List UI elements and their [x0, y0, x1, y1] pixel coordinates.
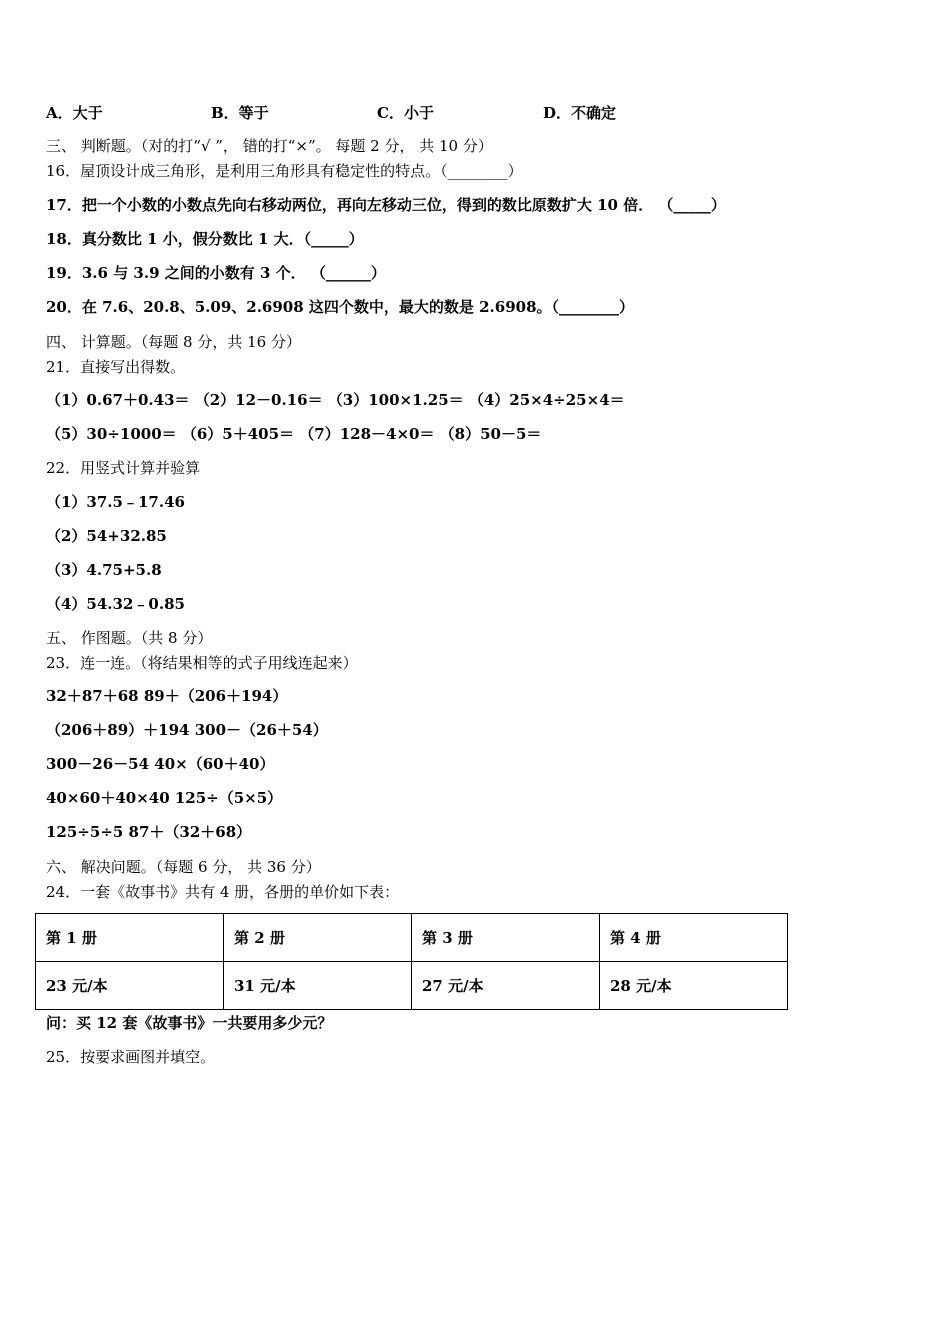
question-23-row-5: 125÷5÷5 87＋（32＋68） [46, 823, 252, 841]
question-23-row-3: 300－26－54 40×（60＋40） [46, 755, 275, 773]
option-c: C．小于 [377, 104, 434, 122]
price-table [35, 913, 788, 1010]
price-table-header-row [36, 914, 788, 962]
question-16: 16．屋顶设计成三角形，是利用三角形具有稳定性的特点。（________） [46, 162, 523, 180]
question-24-ask: 问：买 12 套《故事书》一共要用多少元？ [46, 1014, 333, 1032]
volume-4-price: 28 元/本 [600, 962, 788, 1010]
volume-2-price: 31 元/本 [224, 962, 412, 1010]
question-22-item-1: （1）37.5﹣17.46 [46, 493, 185, 511]
volume-3-header: 第 3 册 [412, 914, 600, 962]
option-a: A．大于 [46, 104, 103, 122]
volume-3-price: 27 元/本 [412, 962, 600, 1010]
question-21-row-1: （1）0.67＋0.43＝ （2）12－0.16＝ （3）100×1.25＝ （4）25×4÷25×4＝ [46, 391, 625, 409]
question-23: 23．连一连。（将结果相等的式子用线连起来） [46, 654, 358, 672]
section-3-header: 三、 判断题。（对的打“√ ”， 错的打“×”。 每题 2 分， 共 10 分） [46, 137, 493, 155]
q15-options [46, 102, 746, 122]
question-17: 17．把一个小数的小数点先向右移动两位，再向左移动三位，得到的数比原数扩大 10 倍． （_____） [46, 196, 726, 214]
option-b: B．等于 [211, 104, 269, 122]
volume-4-header: 第 4 册 [600, 914, 788, 962]
section-4-header: 四、 计算题。（每题 8 分，共 16 分） [46, 333, 301, 351]
option-d: D．不确定 [543, 104, 617, 122]
question-23-row-1: 32＋87＋68 89＋（206＋194） [46, 687, 288, 705]
question-20: 20．在 7.6、20.8、5.09、2.6908 这四个数中，最大的数是 2.6908。（________） [46, 298, 635, 316]
question-23-row-4: 40×60＋40×40 125÷（5×5） [46, 789, 283, 807]
question-25: 25．按要求画图并填空。 [46, 1048, 216, 1066]
question-21: 21．直接写出得数。 [46, 358, 186, 376]
question-24: 24．一套《故事书》共有 4 册，各册的单价如下表： [46, 883, 400, 901]
price-table-price-row [36, 962, 788, 1010]
question-21-row-2: （5）30÷1000＝ （6）5＋405＝ （7）128－4×0＝ （8）50－5＝ [46, 425, 542, 443]
question-23-row-2: （206＋89）＋194 300－（26＋54） [46, 721, 328, 739]
question-18: 18．真分数比 1 小，假分数比 1 大．（_____） [46, 230, 364, 248]
question-22-item-4: （4）54.32﹣0.85 [46, 595, 185, 613]
question-22-item-3: （3）4.75+5.8 [46, 561, 162, 579]
volume-1-header: 第 1 册 [36, 914, 224, 962]
section-6-header: 六、 解决问题。（每题 6 分， 共 36 分） [46, 858, 321, 876]
question-19: 19．3.6 与 3.9 之间的小数有 3 个． （______） [46, 264, 386, 282]
question-22: 22．用竖式计算并验算 [46, 459, 201, 477]
section-5-header: 五、 作图题。（共 8 分） [46, 629, 213, 647]
question-22-item-2: （2）54+32.85 [46, 527, 167, 545]
volume-2-header: 第 2 册 [224, 914, 412, 962]
volume-1-price: 23 元/本 [36, 962, 224, 1010]
